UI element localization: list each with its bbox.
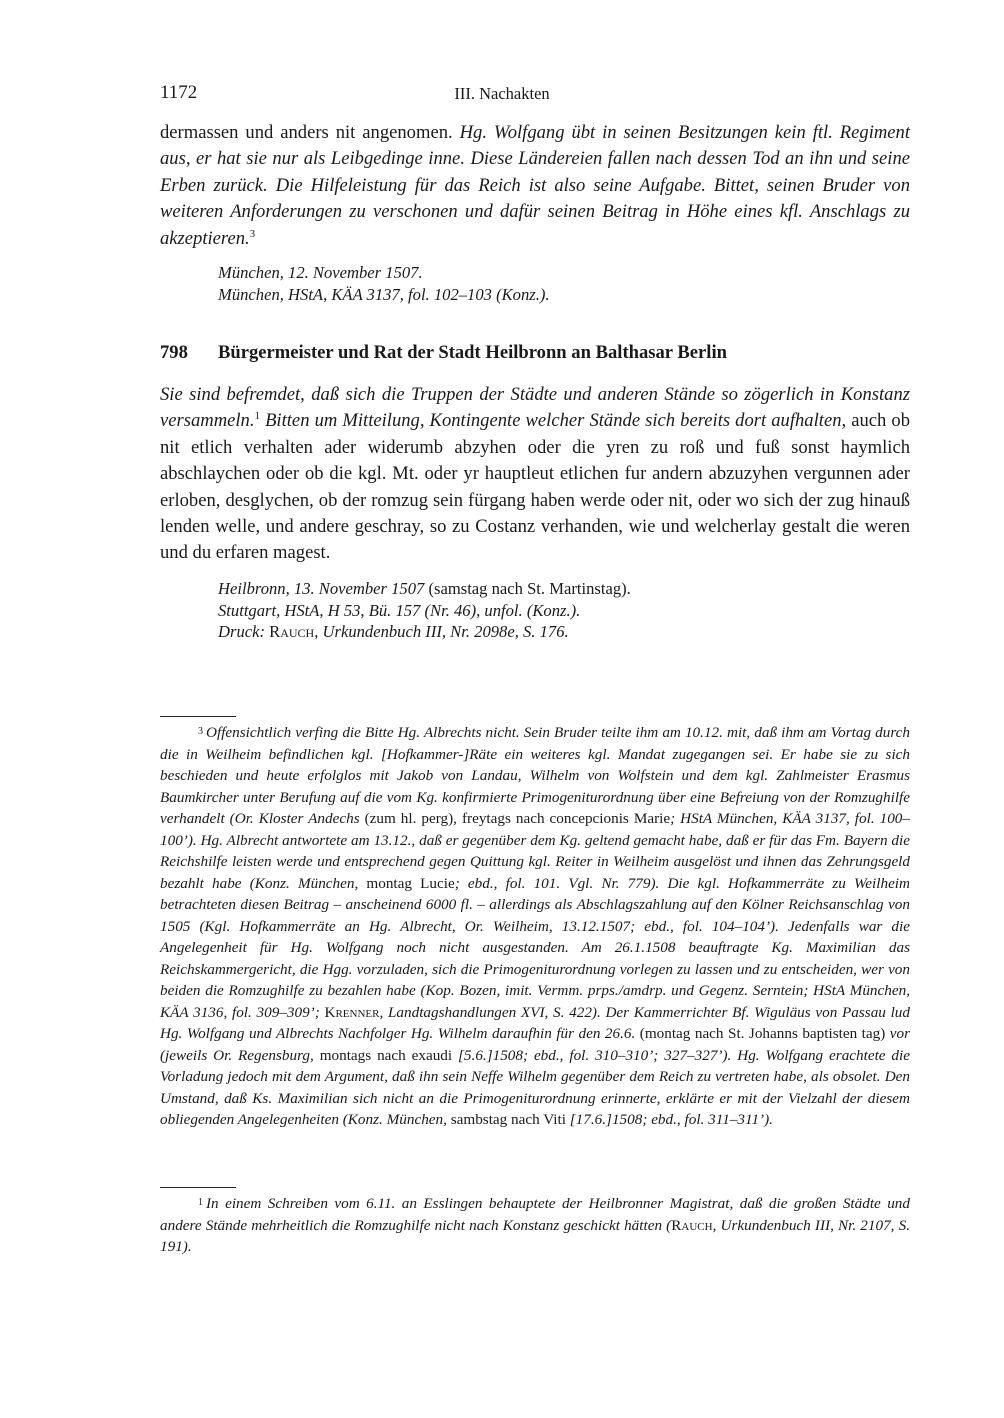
document-797-source [218, 262, 908, 305]
author-name: Krenner [324, 1003, 380, 1021]
text-segment: (montag nach St. Johanns baptisten tag) [635, 1025, 890, 1042]
text-segment: Druck: [218, 622, 270, 641]
text-segment: (zum hl. perg), freytags nach concepcionis Marie [359, 810, 671, 827]
text-segment: Sie sind befremdet, daß sich die Truppen der Städte und anderen Stände so zögerlich in Konstanz versammeln. [160, 384, 910, 432]
document-number: 798 [160, 342, 188, 363]
footnote-rule [160, 1187, 236, 1188]
text-segment: dermassen und anders nit angenomen. [160, 122, 460, 143]
document-title: Bürgermeister und Rat der Stadt Heilbronn an Balthasar Berlin [218, 342, 727, 363]
source-line [218, 284, 908, 306]
author-name: Rauch [269, 622, 315, 641]
document-798-heading [160, 342, 727, 364]
source-line [218, 600, 908, 622]
footnote-rule [160, 716, 236, 717]
document-798-source [218, 578, 908, 643]
source-line [218, 621, 908, 643]
footnote-3 [160, 721, 910, 1131]
footnote-marker: 3 [198, 726, 203, 737]
text-segment: ; HStA München, KÄA 3137, fol. 100–100’). Hg. Albrecht antwortete am 13.12., daß er gegenüber dem Kg. geltend gemacht habe, daß er für das Fm. Bayern die Reichshilfe leisten werde und entsprechend gegen Quittung kgl. Reiter in Weilheim ausgelöst und ihnen das Zehrungsgeld bezahlt habe (Konz. München, [160, 810, 910, 892]
text-segment: München, HStA, KÄA 3137, fol. 102–103 (Konz.). [218, 284, 550, 304]
text-segment: sambstag nach Viti [446, 1111, 570, 1128]
running-head: III. Nachakten [454, 84, 550, 103]
source-line [218, 262, 908, 284]
footnote-1 [160, 1192, 910, 1258]
text-segment: Stuttgart, HStA, H 53, Bü. 157 (Nr. 46), unfol. (Konz.). [218, 600, 581, 620]
text-segment: München, 12. November 1507. [218, 263, 423, 282]
document-797-summary [160, 120, 910, 252]
text-segment: , Landtagshandlungen XVI, S. 422). Der Kammerrichter Bf. Wiguläus von Passau lud Hg. Wolfgang und Albrechts Nachfolger Hg. Wilhelm daraufhin für den 26.6. [160, 1003, 910, 1042]
source-line [218, 578, 908, 600]
text-segment: Heilbronn, 13. November 1507 [218, 579, 425, 598]
text-segment: Hg. Wolfgang übt in seinen Besitzungen kein ftl. Regiment aus, er hat sie nur als Leibgedinge inne. Diese Ländereien fallen nach dessen Tod an ihn und seine Erben zurück. Die Hilfeleistung für das Reich ist also seine Aufgabe. Bittet, seinen Bruder von weiteren Anforderungen zu verschonen und dafür seinen Beitrag in Höhe eines kfl. Anschlags zu akzeptieren. [160, 122, 910, 249]
text-segment: vor (jeweils Or. Regensburg, [160, 1025, 910, 1064]
text-segment: (samstag nach St. Martinstag). [424, 579, 631, 598]
text-segment: ; ebd., fol. 101. Vgl. Nr. 779). Die kgl. Hofkammerräte zu Weilheim betrachteten diesen Beitrag – anscheinend 6000 fl. – allerdings als Abschlagszahlung auf den Kölner Reichsanschlag von 1505 (Kgl. Hofkammerräte an Hg. Albrecht, Or. Weilheim, 13.12.1507; ebd., fol. 104–104’). Jedenfalls war die Angelegenheit für Hg. Wolfgang noch nicht ausgestanden. Am 26.1.1508 beauftragte Kg. Maximilian das Reichskammergericht, die Hgg. vorzuladen, sich die Primogeniturordnung vorlegen zu lassen und zu entscheiden, wer von beiden die Romzughilfe zu bezahlen habe (Kop. Bozen, imit. Vermm. prps./amdrp. und Gegenz. Serntein; HStA München, KÄA 3136, fol. 309–309’; [160, 874, 910, 1021]
footnote-text [160, 1195, 910, 1255]
text-segment: montags nach exaudi [313, 1046, 459, 1064]
text-segment: montag Lucie [358, 874, 455, 892]
text-segment: In einem Schreiben vom 6.11. an Esslingen behauptete der Heilbronner Magistrat, daß die großen Städte und andere Stände mehrheitlich die Romzughilfe nicht nach Konstanz geschickt hätten ( [160, 1195, 910, 1234]
text-segment: Bitten um Mitteilung, Kontingente welcher Stände sich bereits dort aufhalten, [260, 410, 847, 432]
text-segment: auch ob nit etlich verhalten ader widerumb abzyhen oder die yren zu roß und fuß sonst haymlich abschlaychen oder ob die kgl. Mt. oder yr hauptleut etlichen fur andern abzuzyhen vergunnen ader erloben, desglychen, ob der romzug sein fürgang haben werde oder nit, oder wo sich der zug hinauß lenden welle, und andere geschray, so zu Costanz verhanden, wie und welcherlay gestalt die weren und du erfaren magest. [160, 410, 910, 564]
text-segment: [17.6.]1508; ebd., fol. 311–311’). [569, 1111, 773, 1128]
footnote-reference: 1 [254, 410, 260, 423]
text-segment: , Urkundenbuch III, Nr. 2098e, S. 176. [314, 622, 569, 641]
footnote-text [160, 724, 910, 1128]
footnote-reference: 3 [249, 227, 256, 240]
text-segment: , Urkundenbuch III, Nr. 2107, S. 191). [160, 1216, 910, 1255]
author-name: Rauch [671, 1216, 713, 1234]
page-number: 1172 [160, 82, 198, 103]
footnote-marker: 1 [198, 1197, 203, 1208]
document-798-text [160, 382, 910, 567]
text-segment: Offensichtlich verfing die Bitte Hg. Albrechts nicht. Sein Bruder teilte ihm am 10.12. mit, daß ihm am Vortag durch die in Weilheim befindlichen kgl. [Hofkammer-]Räte ein weiteres kgl. Mandat zugegangen sei. Er habe sie zu sich beschieden und heute erfolglos mit Jakob von Landau, Wilhelm von Wolfstein und dem kgl. Zahlmeister Erasmus Baumkircher unter Berufung auf die vom Kg. konfirmierte Primogeniturordnung über eine Befreiung von der Romzughilfe verhandelt (Or. Kloster Andechs [160, 724, 910, 827]
text-segment: [5.6.]1508; ebd., fol. 310–310’; 327–327’). Hg. Wolfgang erachtete die Vorladung jedoch mit dem Argument, daß ihn sein Neffe Wilhelm gegenüber dem Reich zu vertreten habe, als obsolet. Den Umstand, daß Ks. Maximilian sich nicht an die Primogeniturordnung erinnerte, erklärte er mit der Vielzahl der diesem obliegenden Angelegenheiten (Konz. München, [160, 1046, 910, 1128]
